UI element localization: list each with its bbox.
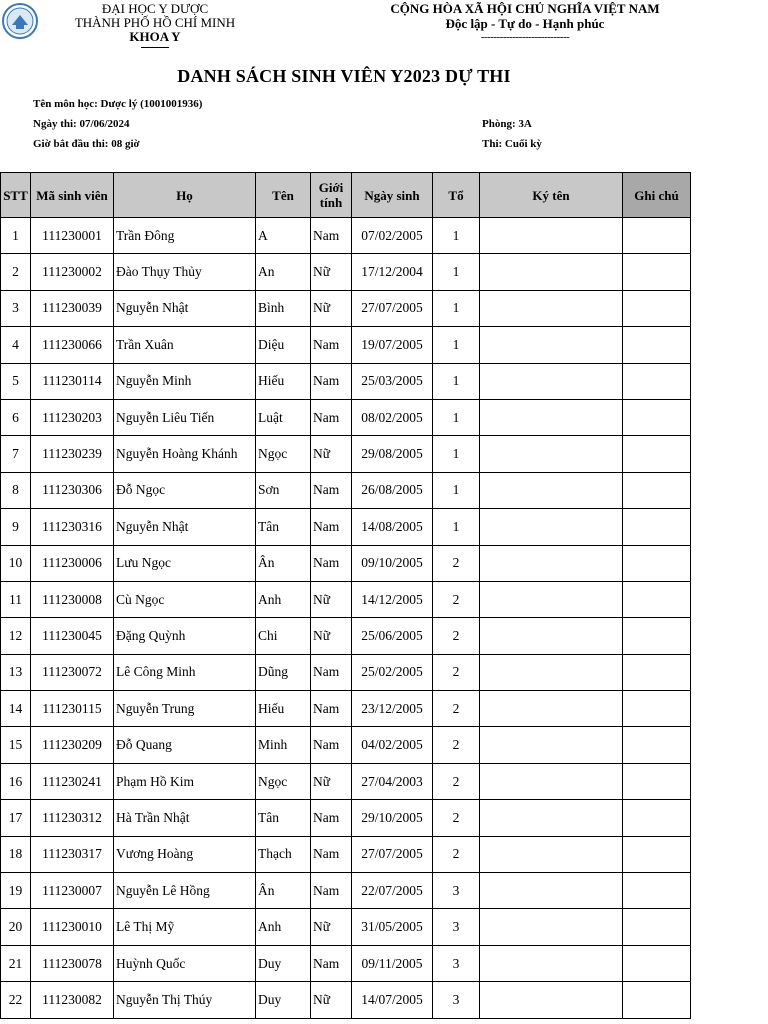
birth-date-cell: 25/02/2005: [352, 654, 433, 690]
exam-type-info: Thi: Cuối kỳ: [482, 138, 542, 150]
signature-cell: [480, 472, 623, 508]
birth-date-cell: 14/08/2005: [352, 509, 433, 545]
gender-cell: Nam: [311, 800, 352, 836]
first-name-cell: Minh: [256, 727, 311, 763]
note-cell: [623, 873, 691, 909]
birth-date-cell: 29/10/2005: [352, 800, 433, 836]
group-cell: 1: [433, 363, 480, 399]
student-id-cell: 111230306: [31, 472, 114, 508]
gender-cell: Nam: [311, 727, 352, 763]
student-id-cell: 111230072: [31, 654, 114, 690]
table-row: [1, 873, 691, 909]
table-row: [1, 218, 691, 254]
signature-cell: [480, 727, 623, 763]
first-name-cell: Luật: [256, 399, 311, 435]
col-first-name-header: Tên: [256, 173, 311, 218]
first-name-cell: Ân: [256, 545, 311, 581]
note-cell: [623, 436, 691, 472]
gender-cell: Nam: [311, 545, 352, 581]
birth-date-cell: 22/07/2005: [352, 873, 433, 909]
last-name-cell: Cù Ngọc: [114, 581, 256, 617]
last-name-cell: Nguyễn Thị Thúy: [114, 982, 256, 1018]
national-header: [360, 1, 690, 43]
first-name-cell: Duy: [256, 982, 311, 1018]
birth-date-cell: 31/05/2005: [352, 909, 433, 945]
last-name-cell: Đặng Quỳnh: [114, 618, 256, 654]
last-name-cell: Vương Hoàng: [114, 836, 256, 872]
last-name-cell: Nguyễn Lê Hồng: [114, 873, 256, 909]
stt-cell: 4: [1, 327, 31, 363]
group-cell: 2: [433, 691, 480, 727]
last-name-cell: Đỗ Ngọc: [114, 472, 256, 508]
birth-date-cell: 27/07/2005: [352, 290, 433, 326]
student-id-cell: 111230316: [31, 509, 114, 545]
last-name-cell: Phạm Hồ Kim: [114, 763, 256, 799]
last-name-cell: Lưu Ngọc: [114, 545, 256, 581]
table-row: [1, 545, 691, 581]
note-cell: [623, 727, 691, 763]
student-id-cell: 111230010: [31, 909, 114, 945]
student-id-cell: 111230203: [31, 399, 114, 435]
col-last-name-header: Họ: [114, 173, 256, 218]
stt-cell: 16: [1, 763, 31, 799]
student-id-cell: 111230039: [31, 290, 114, 326]
student-id-cell: 111230006: [31, 545, 114, 581]
signature-cell: [480, 691, 623, 727]
stt-cell: 17: [1, 800, 31, 836]
birth-date-cell: 27/07/2005: [352, 836, 433, 872]
note-cell: [623, 290, 691, 326]
gender-cell: Nữ: [311, 581, 352, 617]
note-cell: [623, 945, 691, 981]
group-cell: 1: [433, 509, 480, 545]
last-name-cell: Nguyễn Minh: [114, 363, 256, 399]
group-cell: 3: [433, 982, 480, 1018]
last-name-cell: Lê Công Minh: [114, 654, 256, 690]
national-separator: ----------------------------: [480, 31, 570, 43]
last-name-cell: Hà Trần Nhật: [114, 800, 256, 836]
group-cell: 2: [433, 581, 480, 617]
signature-cell: [480, 763, 623, 799]
first-name-cell: Diệu: [256, 327, 311, 363]
birth-date-cell: 23/12/2005: [352, 691, 433, 727]
stt-cell: 11: [1, 581, 31, 617]
gender-cell: Nam: [311, 836, 352, 872]
col-gender-header: Giới tính: [311, 173, 352, 218]
signature-cell: [480, 399, 623, 435]
first-name-cell: Duy: [256, 945, 311, 981]
subject-info: Tên môn học: Dược lý (1001001936): [33, 98, 203, 110]
table-row: [1, 472, 691, 508]
table-row: [1, 254, 691, 290]
gender-cell: Nam: [311, 945, 352, 981]
last-name-cell: Nguyễn Trung: [114, 691, 256, 727]
birth-date-cell: 09/11/2005: [352, 945, 433, 981]
room-info: Phòng: 3A: [482, 118, 532, 130]
stt-cell: 18: [1, 836, 31, 872]
last-name-cell: Đỗ Quang: [114, 727, 256, 763]
student-id-cell: 111230066: [31, 327, 114, 363]
first-name-cell: Chi: [256, 618, 311, 654]
stt-cell: 22: [1, 982, 31, 1018]
birth-date-cell: 29/08/2005: [352, 436, 433, 472]
stt-cell: 20: [1, 909, 31, 945]
birth-date-cell: 25/03/2005: [352, 363, 433, 399]
table-row: [1, 836, 691, 872]
gender-cell: Nam: [311, 218, 352, 254]
col-student-id-header: Mã sinh viên: [31, 173, 114, 218]
group-cell: 1: [433, 218, 480, 254]
signature-cell: [480, 254, 623, 290]
signature-cell: [480, 436, 623, 472]
col-stt-header: STT: [1, 173, 31, 218]
gender-cell: Nam: [311, 654, 352, 690]
note-cell: [623, 218, 691, 254]
stt-cell: 19: [1, 873, 31, 909]
note-cell: [623, 399, 691, 435]
note-cell: [623, 545, 691, 581]
gender-cell: Nữ: [311, 618, 352, 654]
group-cell: 2: [433, 763, 480, 799]
birth-date-cell: 17/12/2004: [352, 254, 433, 290]
note-cell: [623, 691, 691, 727]
student-id-cell: 111230008: [31, 581, 114, 617]
first-name-cell: Anh: [256, 909, 311, 945]
gender-cell: Nam: [311, 472, 352, 508]
stt-cell: 7: [1, 436, 31, 472]
stt-cell: 14: [1, 691, 31, 727]
student-id-cell: 111230317: [31, 836, 114, 872]
gender-cell: Nam: [311, 363, 352, 399]
signature-cell: [480, 873, 623, 909]
table-header-row: [1, 173, 691, 218]
gender-cell: Nam: [311, 327, 352, 363]
table-row: [1, 691, 691, 727]
national-title: CỘNG HÒA XÃ HỘI CHỦ NGHĨA VIỆT NAM: [390, 1, 660, 16]
student-id-cell: 111230007: [31, 873, 114, 909]
student-id-cell: 111230239: [31, 436, 114, 472]
stt-cell: 5: [1, 363, 31, 399]
signature-cell: [480, 836, 623, 872]
signature-cell: [480, 327, 623, 363]
gender-cell: Nam: [311, 691, 352, 727]
stt-cell: 10: [1, 545, 31, 581]
birth-date-cell: 07/02/2005: [352, 218, 433, 254]
last-name-cell: Nguyễn Nhật: [114, 509, 256, 545]
table-row: [1, 727, 691, 763]
last-name-cell: Nguyễn Hoàng Khánh: [114, 436, 256, 472]
signature-cell: [480, 581, 623, 617]
table-row: [1, 399, 691, 435]
table-row: [1, 654, 691, 690]
note-cell: [623, 327, 691, 363]
gender-cell: Nữ: [311, 763, 352, 799]
first-name-cell: Ân: [256, 873, 311, 909]
col-birth-date-header: Ngày sinh: [352, 173, 433, 218]
first-name-cell: An: [256, 254, 311, 290]
student-id-cell: 111230114: [31, 363, 114, 399]
student-id-cell: 111230045: [31, 618, 114, 654]
gender-cell: Nữ: [311, 254, 352, 290]
group-cell: 1: [433, 436, 480, 472]
stt-cell: 3: [1, 290, 31, 326]
signature-cell: [480, 654, 623, 690]
group-cell: 2: [433, 800, 480, 836]
stt-cell: 8: [1, 472, 31, 508]
faculty-name: KHOA Y: [129, 29, 181, 44]
group-cell: 2: [433, 836, 480, 872]
table-row: [1, 509, 691, 545]
stt-cell: 21: [1, 945, 31, 981]
signature-cell: [480, 545, 623, 581]
signature-cell: [480, 800, 623, 836]
group-cell: 1: [433, 399, 480, 435]
signature-cell: [480, 618, 623, 654]
note-cell: [623, 509, 691, 545]
birth-date-cell: 14/07/2005: [352, 982, 433, 1018]
exam-date-info: Ngày thi: 07/06/2024: [33, 118, 130, 130]
first-name-cell: Ngọc: [256, 763, 311, 799]
first-name-cell: Sơn: [256, 472, 311, 508]
signature-cell: [480, 982, 623, 1018]
note-cell: [623, 581, 691, 617]
institution-line-2: THÀNH PHỐ HỒ CHÍ MINH: [74, 15, 236, 30]
stt-cell: 2: [1, 254, 31, 290]
signature-cell: [480, 909, 623, 945]
student-id-cell: 111230209: [31, 727, 114, 763]
table-body: [1, 218, 691, 1019]
col-group-header: Tổ: [433, 173, 480, 218]
note-cell: [623, 909, 691, 945]
first-name-cell: Ngọc: [256, 436, 311, 472]
note-cell: [623, 472, 691, 508]
birth-date-cell: 25/06/2005: [352, 618, 433, 654]
table-row: [1, 618, 691, 654]
group-cell: 1: [433, 290, 480, 326]
national-motto: Độc lập - Tự do - Hạnh phúc: [445, 16, 605, 31]
last-name-cell: Lê Thị Mỹ: [114, 909, 256, 945]
student-id-cell: 111230001: [31, 218, 114, 254]
birth-date-cell: 19/07/2005: [352, 327, 433, 363]
gender-cell: Nữ: [311, 982, 352, 1018]
group-cell: 1: [433, 327, 480, 363]
gender-cell: Nữ: [311, 436, 352, 472]
group-cell: 1: [433, 472, 480, 508]
table-row: [1, 290, 691, 326]
stt-cell: 13: [1, 654, 31, 690]
faculty-underline: [141, 47, 169, 48]
stt-cell: 15: [1, 727, 31, 763]
last-name-cell: Nguyễn Liêu Tiến: [114, 399, 256, 435]
institution-line-1: ĐẠI HỌC Y DƯỢC: [101, 1, 209, 16]
student-id-cell: 111230115: [31, 691, 114, 727]
first-name-cell: Thạch: [256, 836, 311, 872]
table-row: [1, 763, 691, 799]
signature-cell: [480, 509, 623, 545]
table-row: [1, 800, 691, 836]
student-id-cell: 111230082: [31, 982, 114, 1018]
last-name-cell: Đào Thụy Thủy: [114, 254, 256, 290]
group-cell: 3: [433, 909, 480, 945]
first-name-cell: Dũng: [256, 654, 311, 690]
birth-date-cell: 09/10/2005: [352, 545, 433, 581]
last-name-cell: Nguyễn Nhật: [114, 290, 256, 326]
group-cell: 3: [433, 873, 480, 909]
last-name-cell: Trần Đông: [114, 218, 256, 254]
table-row: [1, 909, 691, 945]
gender-cell: Nữ: [311, 909, 352, 945]
note-cell: [623, 800, 691, 836]
table-row: [1, 363, 691, 399]
student-id-cell: 111230241: [31, 763, 114, 799]
group-cell: 2: [433, 545, 480, 581]
note-cell: [623, 982, 691, 1018]
table-row: [1, 327, 691, 363]
table-row: [1, 945, 691, 981]
first-name-cell: Hiếu: [256, 691, 311, 727]
group-cell: 3: [433, 945, 480, 981]
stt-cell: 1: [1, 218, 31, 254]
note-cell: [623, 618, 691, 654]
col-note-header: Ghi chú: [623, 173, 691, 218]
birth-date-cell: 08/02/2005: [352, 399, 433, 435]
note-cell: [623, 836, 691, 872]
first-name-cell: Anh: [256, 581, 311, 617]
note-cell: [623, 254, 691, 290]
first-name-cell: Hiếu: [256, 363, 311, 399]
first-name-cell: A: [256, 218, 311, 254]
table-row: [1, 982, 691, 1018]
signature-cell: [480, 290, 623, 326]
institution-header: [40, 2, 270, 48]
table-row: [1, 581, 691, 617]
gender-cell: Nam: [311, 399, 352, 435]
signature-cell: [480, 363, 623, 399]
first-name-cell: Tân: [256, 800, 311, 836]
student-id-cell: 111230312: [31, 800, 114, 836]
group-cell: 2: [433, 654, 480, 690]
birth-date-cell: 26/08/2005: [352, 472, 433, 508]
birth-date-cell: 27/04/2003: [352, 763, 433, 799]
col-signature-header: Ký tên: [480, 173, 623, 218]
group-cell: 2: [433, 618, 480, 654]
table-row: [1, 436, 691, 472]
first-name-cell: Tân: [256, 509, 311, 545]
last-name-cell: Huỳnh Quốc: [114, 945, 256, 981]
last-name-cell: Trần Xuân: [114, 327, 256, 363]
student-id-cell: 111230078: [31, 945, 114, 981]
birth-date-cell: 04/02/2005: [352, 727, 433, 763]
stt-cell: 6: [1, 399, 31, 435]
birth-date-cell: 14/12/2005: [352, 581, 433, 617]
gender-cell: Nam: [311, 509, 352, 545]
first-name-cell: Bình: [256, 290, 311, 326]
signature-cell: [480, 218, 623, 254]
gender-cell: Nữ: [311, 290, 352, 326]
university-logo-icon: [2, 3, 38, 39]
start-time-info: Giờ bắt đầu thi: 08 giờ: [33, 138, 140, 150]
signature-cell: [480, 945, 623, 981]
stt-cell: 12: [1, 618, 31, 654]
gender-cell: Nam: [311, 873, 352, 909]
note-cell: [623, 363, 691, 399]
group-cell: 2: [433, 727, 480, 763]
student-id-cell: 111230002: [31, 254, 114, 290]
note-cell: [623, 654, 691, 690]
student-list-table: [0, 172, 691, 1019]
stt-cell: 9: [1, 509, 31, 545]
group-cell: 1: [433, 254, 480, 290]
note-cell: [623, 763, 691, 799]
document-title: DANH SÁCH SINH VIÊN Y2023 DỰ THI: [177, 66, 511, 86]
